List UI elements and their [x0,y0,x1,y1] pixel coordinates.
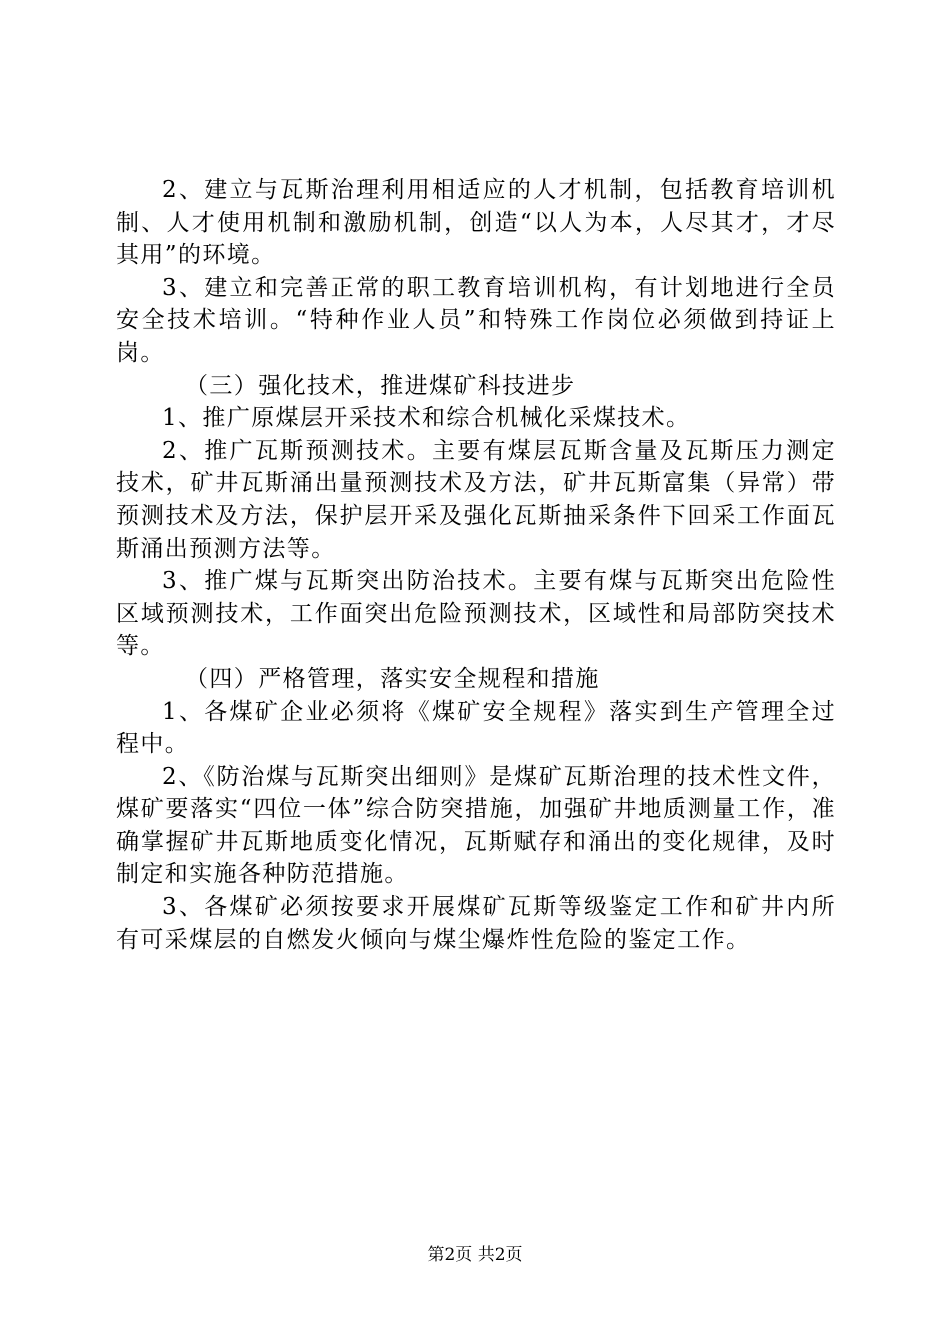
paragraph-talent-mechanism: 2、建立与瓦斯治理利用相适应的人才机制，包括教育培训机制、人才使用机制和激励机制，创造“以人为本，人尽其才，才尽其用”的环境。 [116,177,836,269]
paragraph-staff-training: 3、建立和完善正常的职工教育培训机构，有计划地进行全员安全技术培训。“特种作业人员”和特殊工作岗位必须做到持证上岗。 [116,274,836,366]
paragraph-outburst-prevention: 3、推广煤与瓦斯突出防治技术。主要有煤与瓦斯突出危险性区域预测技术，工作面突出危险预测技术，区域性和局部防突技术等。 [116,568,836,660]
paragraph-safety-rules: 1、各煤矿企业必须将《煤矿安全规程》落实到生产管理全过程中。 [116,698,836,758]
section-heading-management: （四）严格管理，落实安全规程和措施 [185,665,600,692]
page-number-footer: 第2页 共2页 [427,1245,523,1265]
section-heading-technology: （三）强化技术，推进煤矿科技进步 [185,372,576,399]
paragraph-gas-prediction: 2、推广瓦斯预测技术。主要有煤层瓦斯含量及瓦斯压力测定技术，矿井瓦斯涌出量预测技术及方法，矿井瓦斯富集（异常）带预测技术及方法，保护层开采及强化瓦斯抽采条件下回采工作面瓦斯涌出预测方法等。 [116,437,836,562]
paragraph-outburst-rules: 2、《防治煤与瓦斯突出细则》是煤矿瓦斯治理的技术性文件，煤矿要落实“四位一体”综合防突措施，加强矿井地质测量工作，准确掌握矿井瓦斯地质变化情况，瓦斯赋存和涌出的变化规律，及时制定和实施各种防范措施。 [116,763,836,888]
paragraph-mining-technology: 1、推广原煤层开采技术和综合机械化采煤技术。 [162,405,691,432]
document-body [116,174,836,956]
paragraph-gas-grade-appraisal: 3、各煤矿必须按要求开展煤矿瓦斯等级鉴定工作和矿井内所有可采煤层的自燃发火倾向与煤尘爆炸性危险的鉴定工作。 [116,894,836,953]
